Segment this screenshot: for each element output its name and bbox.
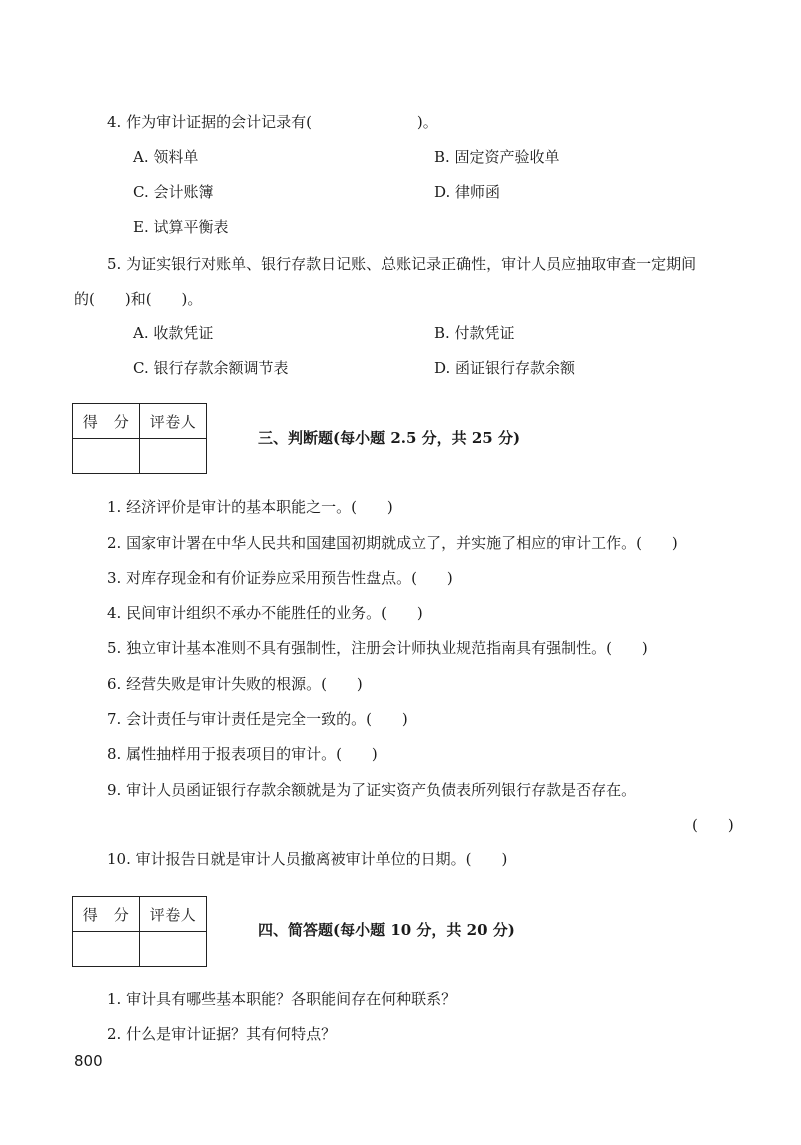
section3-title: 三、判断题(每小题 2.5 分，共 25 分)	[258, 429, 521, 447]
s3-item-7: 7. 会计责任与审计责任是完全一致的。( )	[107, 710, 408, 728]
s4-item-2: 2. 什么是审计证据？其有何特点？	[107, 1025, 337, 1043]
q5-option-d: D. 函证银行存款余额	[434, 359, 576, 377]
page-number: 800	[74, 1052, 103, 1070]
s3-item-3: 3. 对库存现金和有价证券应采用预告性盘点。( )	[107, 569, 453, 587]
section3-score-box	[72, 403, 207, 474]
score-label: 得 分	[73, 404, 140, 439]
section4-score-box	[72, 896, 207, 967]
s3-item-9-blank: ( )	[692, 816, 734, 834]
reviewer-cell[interactable]	[140, 932, 207, 967]
q5-option-b: B. 付款凭证	[434, 324, 515, 342]
q5-stem-line2: 的( )和( )。	[74, 290, 203, 308]
score-cell[interactable]	[73, 439, 140, 474]
q5-option-a: A. 收款凭证	[133, 324, 214, 342]
s3-item-1: 1. 经济评价是审计的基本职能之一。( )	[107, 498, 393, 516]
s3-item-5: 5. 独立审计基本准则不具有强制性，注册会计师执业规范指南具有强制性。( )	[107, 639, 648, 657]
s3-item-9: 9. 审计人员函证银行存款余额就是为了证实资产负债表所列银行存款是否存在。	[107, 781, 637, 799]
q4-option-e: E. 试算平衡表	[133, 218, 229, 236]
q4-stem: 4. 作为审计证据的会计记录有( )。	[107, 113, 438, 131]
score-label: 得 分	[73, 897, 140, 932]
q4-option-d: D. 律师函	[434, 183, 501, 201]
q5-option-c: C. 银行存款余额调节表	[133, 359, 289, 377]
reviewer-label: 评卷人	[140, 404, 207, 439]
s3-item-2: 2. 国家审计署在中华人民共和国建国初期就成立了，并实施了相应的审计工作。( )	[107, 534, 678, 552]
s4-item-1: 1. 审计具有哪些基本职能？各职能间存在何种联系？	[107, 990, 457, 1008]
q4-option-a: A. 领料单	[133, 148, 199, 166]
score-cell[interactable]	[73, 932, 140, 967]
s3-item-8: 8. 属性抽样用于报表项目的审计。( )	[107, 745, 378, 763]
reviewer-cell[interactable]	[140, 439, 207, 474]
s3-item-6: 6. 经营失败是审计失败的根源。( )	[107, 675, 363, 693]
q4-option-b: B. 固定资产验收单	[434, 148, 560, 166]
reviewer-label: 评卷人	[140, 897, 207, 932]
s3-item-4: 4. 民间审计组织不承办不能胜任的业务。( )	[107, 604, 423, 622]
q5-stem-line1: 5. 为证实银行对账单、银行存款日记账、总账记录正确性，审计人员应抽取审查一定期间	[107, 255, 697, 273]
section4-title: 四、简答题(每小题 10 分，共 20 分)	[258, 921, 515, 939]
s3-item-10: 10. 审计报告日就是审计人员撤离被审计单位的日期。( )	[107, 850, 508, 868]
q4-option-c: C. 会计账簿	[133, 183, 214, 201]
